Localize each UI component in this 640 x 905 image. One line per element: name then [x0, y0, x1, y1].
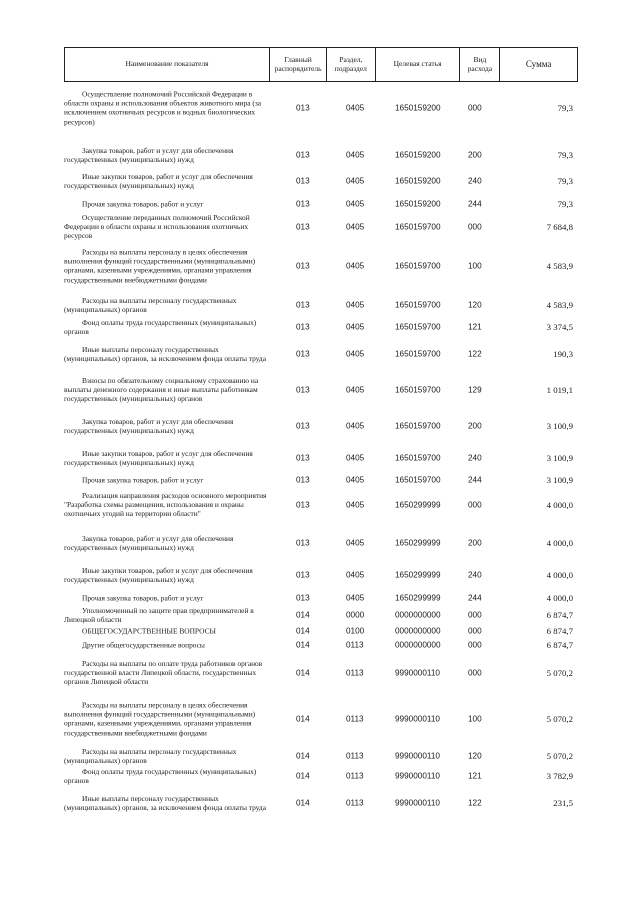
row-name: Прочая закупка товаров, работ и услуг: [82, 475, 204, 485]
row-admin: 013: [296, 593, 310, 603]
row-sum: 6 874,7: [546, 640, 573, 650]
row-kind: 244: [468, 475, 482, 485]
table-row: [0, 605, 640, 625]
row-article: 9990000110: [395, 771, 440, 781]
row-kind: 122: [468, 349, 482, 359]
row-sum: 4 583,9: [546, 300, 573, 310]
row-section: 0113: [346, 668, 364, 678]
row-section: 0405: [346, 222, 365, 232]
row-admin: 014: [296, 668, 310, 678]
row-sum: 3 100,9: [546, 421, 573, 431]
row-sum: 5 070,2: [546, 668, 573, 678]
row-admin: 014: [296, 771, 310, 781]
row-kind: 244: [468, 593, 482, 603]
row-article: 1650159700: [395, 222, 441, 232]
row-admin: 013: [296, 103, 310, 113]
row-kind: 122: [468, 798, 482, 808]
row-article: 1650159200: [395, 150, 441, 160]
row-admin: 013: [296, 538, 310, 548]
table-row: [0, 591, 640, 605]
row-admin: 013: [296, 421, 310, 431]
table-row: [0, 317, 640, 337]
row-sum: 6 874,7: [546, 626, 573, 636]
row-name: Закупка товаров, работ и услуг для обеспечения государственных (муниципальных) нужд: [64, 416, 234, 435]
row-sum: 79,3: [557, 103, 573, 113]
row-name: Другие общегосударственные вопросы: [82, 640, 205, 650]
row-article: 1650159700: [395, 385, 441, 395]
row-sum: 4 000,0: [546, 500, 573, 510]
table-row: [0, 340, 640, 368]
table-row: [0, 197, 640, 211]
row-section: 0113: [346, 798, 364, 808]
row-kind: 200: [468, 538, 482, 548]
row-section: 0405: [346, 421, 365, 431]
row-kind: 000: [468, 500, 482, 510]
row-article: 1650159700: [395, 475, 441, 485]
row-name: Прочая закупка товаров, работ и услуг: [82, 199, 204, 209]
row-sum: 7 684,8: [546, 222, 573, 232]
table-row: [0, 369, 640, 411]
row-kind: 121: [468, 322, 482, 332]
row-admin: 013: [296, 300, 310, 310]
row-kind: 000: [468, 668, 482, 678]
table-row: [0, 691, 640, 747]
row-sum: 4 583,9: [546, 261, 573, 271]
row-sum: 4 000,0: [546, 570, 573, 580]
row-kind: 244: [468, 199, 482, 209]
row-article: 1650299999: [395, 570, 441, 580]
row-admin: 013: [296, 475, 310, 485]
row-article: 1650159700: [395, 300, 441, 310]
row-sum: 5 070,2: [546, 751, 573, 761]
row-article: 9990000110: [395, 798, 440, 808]
row-kind: 121: [468, 771, 482, 781]
row-article: 1650159700: [395, 261, 441, 271]
table-row: [0, 212, 640, 242]
row-section: 0405: [346, 453, 365, 463]
row-section: 0113: [346, 714, 364, 724]
row-name: Иные закупки товаров, работ и услуг для обеспечения государственных (муниципальных) нужд: [64, 171, 253, 190]
row-name: Расходы на выплаты по оплате труда работников органов государственной власти Липецкой области, государственных органов Липецкой области: [64, 659, 263, 687]
row-article: 1650159700: [395, 421, 441, 431]
row-section: 0405: [346, 593, 365, 603]
row-name: Закупка товаров, работ и услуг для обеспечения государственных (муниципальных) нужд: [64, 145, 234, 164]
row-kind: 000: [468, 222, 482, 232]
row-admin: 013: [296, 570, 310, 580]
row-sum: 3 374,5: [546, 322, 573, 332]
row-section: 0405: [346, 385, 365, 395]
row-name: Иные выплаты персоналу государственных (муниципальных) органов, за исключением фонда оплаты труда: [64, 344, 266, 363]
row-admin: 013: [296, 349, 310, 359]
row-sum: 4 000,0: [546, 538, 573, 548]
row-sum: 190,3: [553, 349, 573, 359]
row-name: Иные выплаты персоналу государственных (муниципальных) органов, за исключением фонда оплаты труда: [64, 793, 266, 812]
row-article: 1650159700: [395, 322, 441, 332]
row-article: 1650159200: [395, 199, 441, 209]
row-kind: 000: [468, 626, 482, 636]
row-name: Иные закупки товаров, работ и услуг для обеспечения государственных (муниципальных) нужд: [64, 565, 253, 584]
table-row: [0, 656, 640, 690]
row-kind: 120: [468, 300, 482, 310]
row-sum: 79,3: [557, 150, 573, 160]
row-admin: 014: [296, 714, 310, 724]
table-row: [0, 746, 640, 766]
row-sum: 1 019,1: [546, 385, 573, 395]
row-kind: 200: [468, 150, 482, 160]
row-sum: 79,3: [557, 199, 573, 209]
row-name: Взносы по обязательному социальному страхованию на выплаты денежного содержания и иные выплаты работникам государственных (муниципальных) органов: [64, 376, 259, 404]
row-article: 1650159200: [395, 103, 441, 113]
row-section: 0113: [346, 751, 364, 761]
row-admin: 013: [296, 150, 310, 160]
row-name: Закупка товаров, работ и услуг для обеспечения государственных (муниципальных) нужд: [64, 533, 234, 552]
row-name: Осуществление переданных полномочий Российской Федерации в области охраны и использования охотничьих ресурсов: [64, 213, 250, 241]
table-row: [0, 766, 640, 786]
row-kind: 000: [468, 103, 482, 113]
row-name: Уполномоченный по защите прав предпринимателей в Липецкой области: [64, 605, 254, 624]
row-sum: 231,5: [553, 798, 573, 808]
row-section: 0405: [346, 199, 365, 209]
header-section: Раздел, подраздел: [326, 48, 375, 81]
row-admin: 014: [296, 610, 310, 620]
table-row: [0, 141, 640, 169]
row-name: Расходы на выплаты персоналу государственных (муниципальных) органов: [64, 746, 237, 765]
table-row: [0, 170, 640, 192]
table-row: [0, 447, 640, 469]
row-name: Расходы на выплаты персоналу в целях обеспечения выполнения функций государственными (муниципальными) органами, казенными учреждениями, органами управления государственными внебюджетными фондами: [64, 247, 256, 285]
row-article: 1650159200: [395, 176, 441, 186]
row-sum: 79,3: [557, 176, 573, 186]
row-admin: 013: [296, 500, 310, 510]
table-row: [0, 788, 640, 818]
row-kind: 240: [468, 570, 482, 580]
header-admin: Главный распорядитель: [269, 48, 326, 81]
row-article: 1650299999: [395, 593, 441, 603]
row-section: 0113: [346, 771, 364, 781]
row-name: ОБЩЕГОСУДАРСТВЕННЫЕ ВОПРОСЫ: [82, 626, 216, 636]
row-article: 1650299999: [395, 538, 441, 548]
row-admin: 014: [296, 626, 310, 636]
row-kind: 000: [468, 610, 482, 620]
row-section: 0405: [346, 538, 365, 548]
table-row: [0, 240, 640, 292]
row-section: 0113: [346, 640, 364, 650]
header-article: Целевая статья: [375, 48, 460, 81]
table-row: [0, 411, 640, 441]
row-name: Осуществление полномочий Российской Федерации в области охраны и использования объектов животного мира (за исключением охотничьих ресурсов и водных биологических ресурсов): [64, 89, 262, 127]
row-kind: 129: [468, 385, 482, 395]
row-article: 0000000000: [395, 626, 441, 636]
row-section: 0405: [346, 322, 365, 332]
table-row: [0, 83, 640, 133]
table-row: [0, 639, 640, 651]
row-kind: 100: [468, 261, 482, 271]
row-sum: 6 874,7: [546, 610, 573, 620]
row-name: Расходы на выплаты персоналу государственных (муниципальных) органов: [64, 295, 237, 314]
row-name: Иные закупки товаров, работ и услуг для обеспечения государственных (муниципальных) нужд: [64, 448, 253, 467]
row-admin: 013: [296, 222, 310, 232]
row-name: Расходы на выплаты персоналу в целях обеспечения выполнения функций государственными (муниципальными) органами, казенными учреждениями, органами управления государственными внебюджетными фондами: [64, 700, 256, 738]
row-section: 0405: [346, 349, 365, 359]
row-article: 0000000000: [395, 640, 441, 650]
row-article: 1650159700: [395, 349, 441, 359]
row-sum: 4 000,0: [546, 593, 573, 603]
row-kind: 000: [468, 640, 482, 650]
row-section: 0405: [346, 500, 365, 510]
row-section: 0405: [346, 103, 365, 113]
table-row: [0, 625, 640, 637]
row-kind: 100: [468, 714, 482, 724]
row-admin: 014: [296, 640, 310, 650]
header-kind: Вид расхода: [459, 48, 499, 81]
row-name: Фонд оплаты труда государственных (муниципальных) органов: [64, 317, 257, 336]
row-kind: 120: [468, 751, 482, 761]
row-admin: 013: [296, 176, 310, 186]
row-admin: 014: [296, 798, 310, 808]
row-sum: 3 782,9: [546, 771, 573, 781]
row-section: 0000: [346, 610, 365, 620]
table-row: [0, 562, 640, 588]
table-row: [0, 472, 640, 488]
row-article: 0000000000: [395, 610, 441, 620]
row-sum: 3 100,9: [546, 453, 573, 463]
row-name: Реализация направления расходов основного мероприятия "Разработка схемы размещения, использования и охраны охотничьих угодий на территории области": [64, 491, 267, 519]
row-section: 0405: [346, 300, 365, 310]
header-sum: Сумма: [499, 48, 577, 81]
row-section: 0405: [346, 475, 365, 485]
row-article: 9990000110: [395, 751, 440, 761]
row-section: 0405: [346, 261, 365, 271]
row-article: 1650299999: [395, 500, 441, 510]
row-kind: 240: [468, 453, 482, 463]
row-admin: 013: [296, 385, 310, 395]
row-article: 1650159700: [395, 453, 441, 463]
row-admin: 013: [296, 453, 310, 463]
row-section: 0405: [346, 176, 365, 186]
row-admin: 013: [296, 199, 310, 209]
row-section: 0100: [346, 626, 365, 636]
row-admin: 014: [296, 751, 310, 761]
table-row: [0, 294, 640, 316]
row-article: 9990000110: [395, 668, 440, 678]
row-admin: 013: [296, 322, 310, 332]
row-sum: 3 100,9: [546, 475, 573, 485]
row-kind: 240: [468, 176, 482, 186]
row-section: 0405: [346, 150, 365, 160]
header-name: Наименование показателя: [125, 59, 209, 69]
row-name: Фонд оплаты труда государственных (муниципальных) органов: [64, 766, 257, 785]
table-row: [0, 528, 640, 558]
row-article: 9990000110: [395, 714, 440, 724]
table-row: [0, 487, 640, 523]
row-admin: 013: [296, 261, 310, 271]
row-kind: 200: [468, 421, 482, 431]
row-sum: 5 070,2: [546, 714, 573, 724]
row-name: Прочая закупка товаров, работ и услуг: [82, 593, 204, 603]
row-section: 0405: [346, 570, 365, 580]
